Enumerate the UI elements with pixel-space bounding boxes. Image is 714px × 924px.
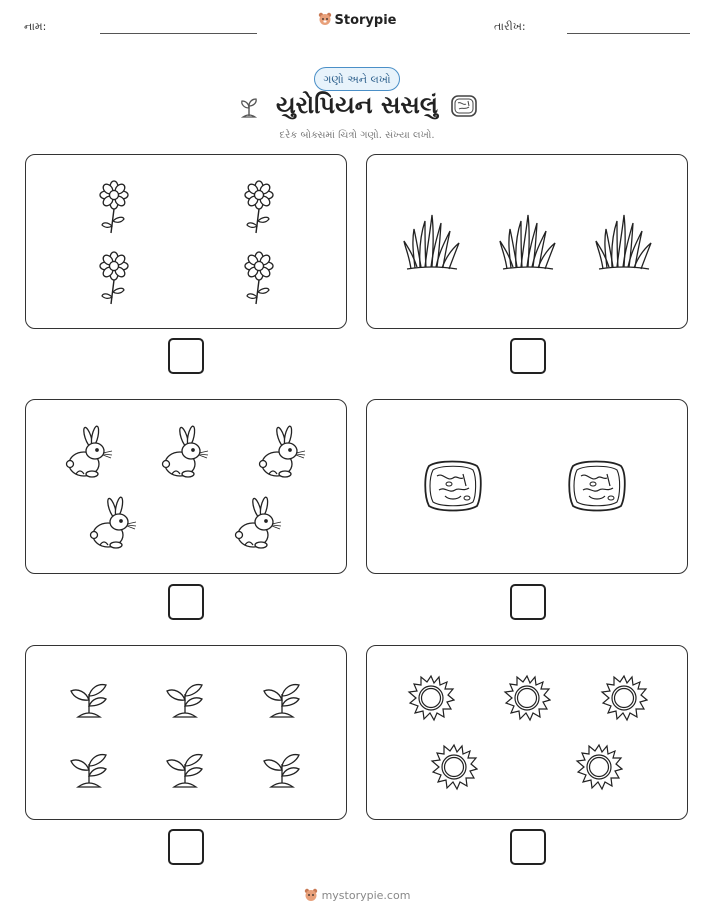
rabbit-icon bbox=[233, 495, 287, 551]
count-card-burrows bbox=[366, 399, 688, 574]
sun-icon bbox=[503, 674, 551, 722]
answer-box-rabbits[interactable] bbox=[168, 584, 204, 620]
answer-box-flowers[interactable] bbox=[168, 338, 204, 374]
sun-icon bbox=[600, 674, 648, 722]
instructions: દરેક બોક્સમાં ચિત્રો ગણો. સંખ્યા લખો. bbox=[279, 130, 435, 141]
answer-box-sprouts[interactable] bbox=[168, 829, 204, 865]
sprout-icon bbox=[66, 674, 112, 720]
count-card-flowers bbox=[25, 154, 347, 329]
name-line[interactable] bbox=[100, 33, 257, 34]
page-title: યુરોપિયન સસલું bbox=[276, 91, 438, 119]
footer-site[interactable]: mystorypie.com bbox=[321, 889, 411, 902]
flower-icon bbox=[241, 250, 277, 306]
count-card-grass bbox=[366, 154, 688, 329]
rabbit-icon bbox=[88, 495, 142, 551]
date-line[interactable] bbox=[567, 33, 690, 34]
sprout-icon bbox=[66, 744, 112, 790]
grass-icon bbox=[499, 211, 557, 271]
answer-box-grass[interactable] bbox=[510, 338, 546, 374]
flower-icon bbox=[96, 250, 132, 306]
flower-icon bbox=[241, 179, 277, 235]
burrow-icon bbox=[450, 94, 478, 118]
name-label: નામ: bbox=[24, 20, 47, 33]
count-card-sprouts bbox=[25, 645, 347, 820]
burrow-icon bbox=[567, 458, 627, 514]
bear-logo-icon bbox=[304, 888, 318, 902]
sun-icon bbox=[407, 674, 455, 722]
sprout-icon bbox=[259, 744, 305, 790]
sprout-icon bbox=[162, 674, 208, 720]
grass-icon bbox=[403, 211, 461, 271]
date-label: તારીખ: bbox=[494, 20, 526, 33]
count-card-rabbits bbox=[25, 399, 347, 574]
sprout-icon bbox=[162, 744, 208, 790]
count-card-suns bbox=[366, 645, 688, 820]
worksheet-tag: ગણો અને લખો bbox=[314, 67, 400, 91]
rabbit-icon bbox=[257, 424, 311, 480]
brand bbox=[0, 12, 714, 28]
footer bbox=[0, 888, 714, 902]
burrow-icon bbox=[423, 458, 483, 514]
bear-logo-icon bbox=[318, 12, 332, 26]
sun-icon bbox=[430, 743, 478, 791]
answer-box-suns[interactable] bbox=[510, 829, 546, 865]
sun-icon bbox=[575, 743, 623, 791]
sprout-icon bbox=[259, 674, 305, 720]
brand-name: Storypie bbox=[334, 13, 397, 28]
flower-icon bbox=[96, 179, 132, 235]
rabbit-icon bbox=[160, 424, 214, 480]
grass-icon bbox=[595, 211, 653, 271]
rabbit-icon bbox=[64, 424, 118, 480]
answer-box-burrows[interactable] bbox=[510, 584, 546, 620]
